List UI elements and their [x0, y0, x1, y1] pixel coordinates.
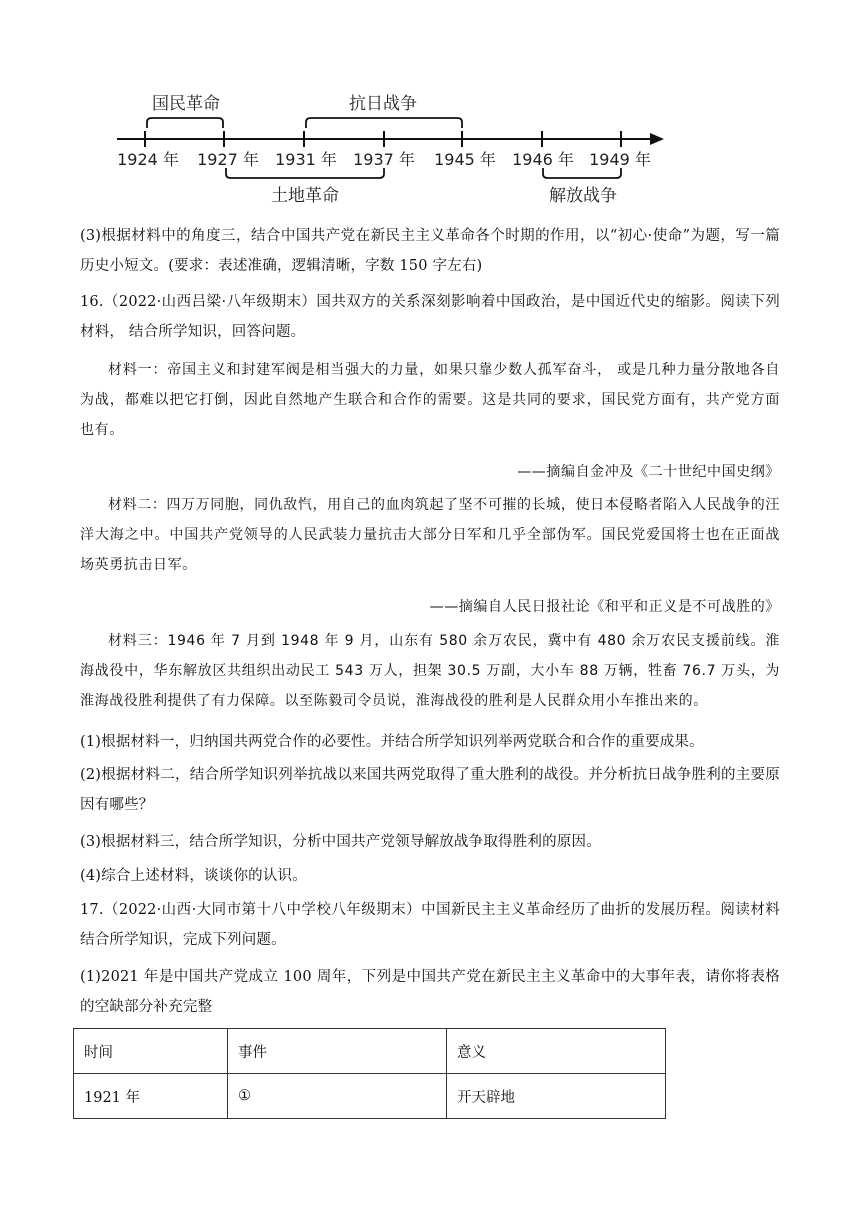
question-16-4: (4)综合上述材料，谈谈你的认识。 — [80, 868, 307, 884]
year-label: 1949 年 — [589, 150, 651, 169]
material-1: 材料一：帝国主义和封建军阀是相当强大的力量，如果只靠少数人孤军奋斗， 或是几种力量分散地各自为战，都难以把它打倒，因此自然地产生联合和合作的需要。这是共同的要求，国民党方面有，共产党方面也有。 — [80, 362, 780, 438]
year-label: 1924 年 — [117, 150, 179, 169]
year-label: 1945 年 — [434, 150, 496, 169]
era-label: 解放战争 — [549, 186, 617, 206]
table-header-cell: 时间 — [74, 1029, 228, 1074]
year-label: 1931 年 — [275, 150, 337, 169]
question-17-1: (1)2021 年是中国共产党成立 100 周年，下列是中国共产党在新民主主义革命中的大事年表，请你将表格的空缺部分补充完整 — [80, 969, 780, 1015]
material-2: 材料二：四万万同胞，同仇敌忾，用自己的血肉筑起了坚不可摧的长城，使日本侵略者陷入人民战争的汪洋大海之中。中国共产党领导的人民武装力量抗击大部分日军和几乎全部伪军。国民党爱国将士也在正面战场英勇抗击日军。 — [80, 497, 780, 573]
year-label: 1937 年 — [353, 150, 415, 169]
table-header-row — [74, 1029, 666, 1074]
table-row — [74, 1074, 666, 1119]
material-2-source: ——摘编自人民日报社论《和平和正义是不可战胜的》 — [429, 599, 780, 615]
year-label: 1946 年 — [512, 150, 574, 169]
question-15-3: (3)根据材料中的角度三，结合中国共产党在新民主主义革命各个时期的作用，以“初心·使命”为题，写一篇历史小短文。(要求：表述准确，逻辑清晰，字数 150 字左右) — [80, 228, 780, 274]
table-header-cell: 意义 — [447, 1029, 666, 1074]
question-16-stem: 16.（2022·山西吕梁·八年级期末）国共双方的关系深刻影响着中国政治，是中国近代史的缩影。阅读下列材料， 结合所学知识，回答问题。 — [80, 294, 780, 340]
era-label: 抗日战争 — [349, 94, 417, 114]
question-16-3: (3)根据材料三，结合所学知识，分析中国共产党领导解放战争取得胜利的原因。 — [80, 834, 601, 850]
material-3: 材料三：1946 年 7 月到 1948 年 9 月，山东有 580 余万农民，冀中有 480 余万农民支援前线。淮海战役中，华东解放区共组织出动民工 543 万人，担架 30.5 万副，大小车 88 万辆，牲畜 76.7 万头，为淮海战役胜利提供了有力保障。以至陈毅司令员说，淮海战役的胜利是人民群众用小车推出来的。 — [80, 633, 780, 709]
question-16-1: (1)根据材料一，归纳国共两党合作的必要性。并结合所学知识列举两党联合和合作的重要成果。 — [80, 734, 704, 750]
table-cell: ① — [228, 1074, 447, 1119]
era-label: 国民革命 — [152, 94, 220, 114]
question-17-stem: 17.（2022·山西·大同市第十八中学校八年级期末）中国新民主主义革命经历了曲折的发展历程。阅读材料结合所学知识，完成下列问题。 — [80, 902, 780, 948]
table-cell: 1921 年 — [74, 1074, 228, 1119]
table-header-cell: 事件 — [228, 1029, 447, 1074]
question-16-2: (2)根据材料二，结合所学知识列举抗战以来国共两党取得了重大胜利的战役。并分析抗日战争胜利的主要原因有哪些？ — [80, 767, 780, 813]
material-1-source: ——摘编自金冲及《二十世纪中国史纲》 — [517, 464, 780, 480]
year-label: 1927 年 — [197, 150, 259, 169]
table-cell: 开天辟地 — [447, 1074, 666, 1119]
timeline-diagram — [0, 0, 860, 215]
era-label: 土地革命 — [271, 186, 339, 206]
events-table — [73, 1028, 666, 1119]
